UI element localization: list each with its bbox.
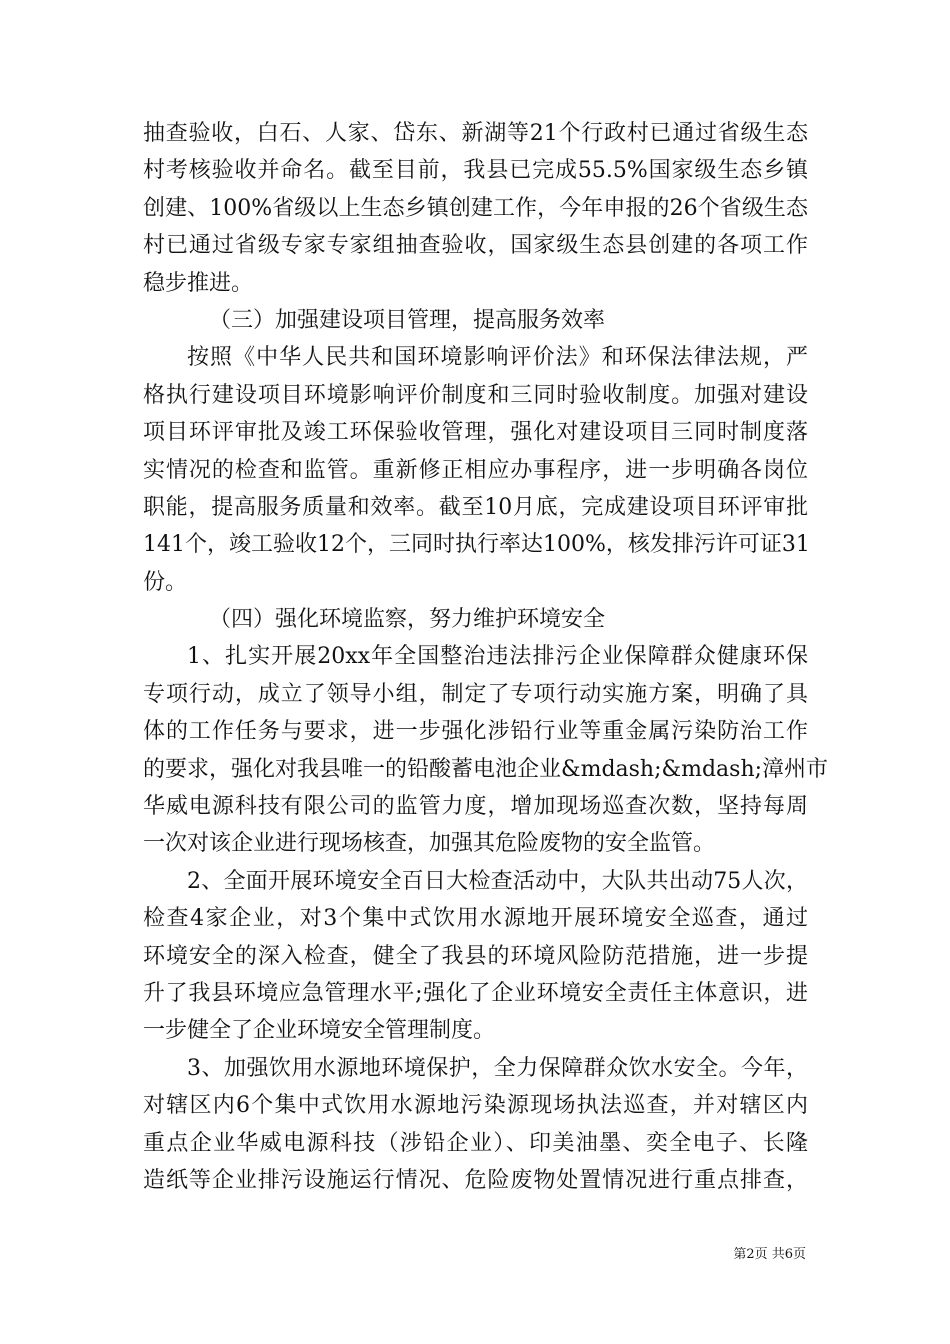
text-line: 村已通过省级专家专家组抽查验收，国家级生态县创建的各项工作 bbox=[143, 233, 808, 259]
text-line: 份。 bbox=[143, 569, 188, 595]
text-line: 环境安全的深入检查，健全了我县的环境风险防范措施，进一步提 bbox=[143, 943, 808, 969]
text-line: 的要求，强化对我县唯一的铅酸蓄电池企业&mdash;&mdash;漳州市 bbox=[143, 756, 829, 782]
text-line: 村考核验收并命名。截至目前，我县已完成55.5%国家级生态乡镇 bbox=[143, 158, 808, 184]
text-line: 升了我县环境应急管理水平;强化了企业环境安全责任主体意识，进 bbox=[143, 980, 808, 1006]
text-line: 造纸等企业排污设施运行情况、危险废物处置情况进行重点排查， bbox=[143, 1167, 808, 1193]
text-line: 按照《中华人民共和国环境影响评价法》和环保法律法规，严 bbox=[187, 345, 808, 371]
text-line: 2、全面开展环境安全百日大检查活动中，大队共出动75人次， bbox=[187, 868, 808, 894]
text-line: 专项行动，成立了领导小组，制定了专项行动实施方案，明确了具 bbox=[143, 681, 808, 707]
text-line: 一步健全了企业环境安全管理制度。 bbox=[143, 1018, 496, 1044]
text-line: 创建、100%省级以上生态乡镇创建工作，今年申报的26个省级生态 bbox=[143, 195, 808, 221]
text-line: 实情况的检查和监管。重新修正相应办事程序，进一步明确各岗位 bbox=[143, 457, 808, 483]
text-line: 抽查验收，白石、人家、岱东、新湖等21个行政村已通过省级生态 bbox=[143, 121, 808, 146]
text-line: 职能，提高服务质量和效率。截至10月底，完成建设项目环评审批 bbox=[143, 494, 808, 520]
text-line: 一次对该企业进行现场核查，加强其危险废物的安全监管。 bbox=[143, 831, 716, 857]
page-number: 第2页 共6页 bbox=[733, 1247, 806, 1262]
section-heading: （四）强化环境监察，努力维护环境安全 bbox=[209, 607, 606, 633]
text-line: 对辖区内6个集中式饮用水源地污染源现场执法巡查，并对辖区内 bbox=[143, 1093, 808, 1119]
document-body bbox=[143, 115, 829, 1199]
text-line: 华威电源科技有限公司的监管力度，增加现场巡查次数，坚持每周 bbox=[143, 794, 808, 820]
text-line: 141个，竣工验收12个，三同时执行率达100%，核发排污许可证31 bbox=[143, 532, 810, 558]
text-line: 重点企业华威电源科技（涉铅企业）、印美油墨、奕全电子、长隆 bbox=[143, 1130, 808, 1156]
text-line: 体的工作任务与要求，进一步强化涉铅行业等重金属污染防治工作 bbox=[143, 719, 808, 745]
text-line: 稳步推进。 bbox=[143, 270, 254, 296]
text-line: 1、扎实开展20xx年全国整治违法排污企业保障群众健康环保 bbox=[187, 644, 808, 670]
text-line: 格执行建设项目环境影响评价制度和三同时验收制度。加强对建设 bbox=[143, 382, 808, 408]
text-line: 3、加强饮用水源地环境保护，全力保障群众饮水安全。今年， bbox=[187, 1055, 808, 1081]
text-line: 项目环评审批及竣工环保验收管理，强化对建设项目三同时制度落 bbox=[143, 420, 808, 446]
section-heading: （三）加强建设项目管理，提高服务效率 bbox=[209, 307, 606, 333]
text-line: 检查4家企业，对3个集中式饮用水源地开展环境安全巡查，通过 bbox=[143, 906, 808, 932]
